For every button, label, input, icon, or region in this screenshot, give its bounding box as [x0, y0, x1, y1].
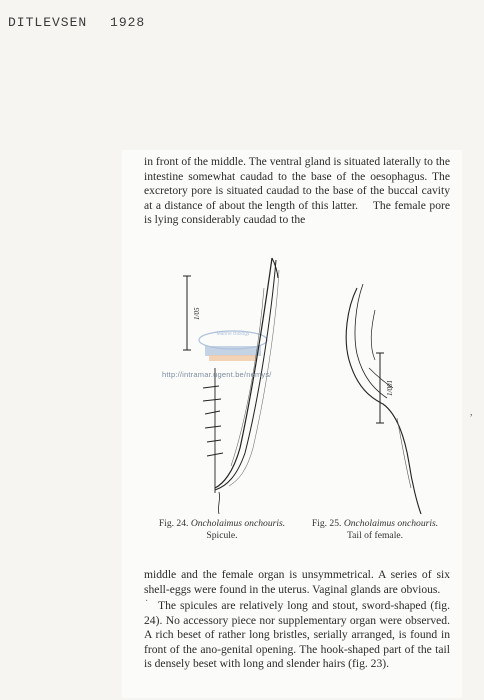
paragraph-1: in front of the middle. The ventral gland is situated laterally to the intestine somewhat caudad to the base of the oesophagus. The excretory pore is situated caudad to the base of the buccal cavity at a distance of about the length of this latter. The female pore is lying considerably caudad to the	[144, 155, 450, 227]
svg-text:Marine Biology: Marine Biology	[216, 331, 250, 337]
header-year: 1928	[110, 15, 146, 30]
fig-24-part: Spicule.	[206, 530, 238, 541]
fig-24-number: Fig. 24.	[158, 518, 189, 529]
fig-24-scale-label: 1/05	[193, 307, 201, 320]
paragraph-3: The spicules are relatively long and stout, sword-shaped (fig. 24). No accessory piece nor supplementary organ were observed. A rich beset of rather long bristles, serially arranged, is found in front of the ano-genital opening. The hook-shaped part of the tail is densely beset with long and slender hairs (fig. 23).	[144, 599, 450, 671]
fig-25-tail-drawing	[346, 284, 421, 514]
fig-25-caption	[300, 518, 450, 542]
margin-dot: ·	[145, 596, 149, 607]
fig-24-caption	[142, 518, 302, 542]
fig-25-species: Oncholaimus onchouris.	[343, 518, 439, 529]
fig-25-scale-label: 1/001	[386, 380, 394, 396]
figure-drawings	[135, 248, 455, 518]
fig-25-part: Tail of female.	[346, 530, 404, 541]
paragraph-2: middle and the female organ is unsymmetrical. A series of six shell-eggs were found in the uterus. Vaginal glands are obvious.	[144, 568, 450, 596]
fig-24-species: Oncholaimus onchouris.	[190, 518, 286, 529]
fig-24-spicule-drawing	[183, 258, 279, 514]
page-header	[8, 15, 145, 30]
library-watermark-url: http://intramar.ugent.be/nemys/	[162, 370, 272, 379]
fig-25-number: Fig. 25.	[311, 518, 342, 529]
header-author: DITLEVSEN	[8, 15, 88, 30]
figure-area	[135, 248, 455, 523]
margin-mark: ,	[470, 407, 473, 418]
